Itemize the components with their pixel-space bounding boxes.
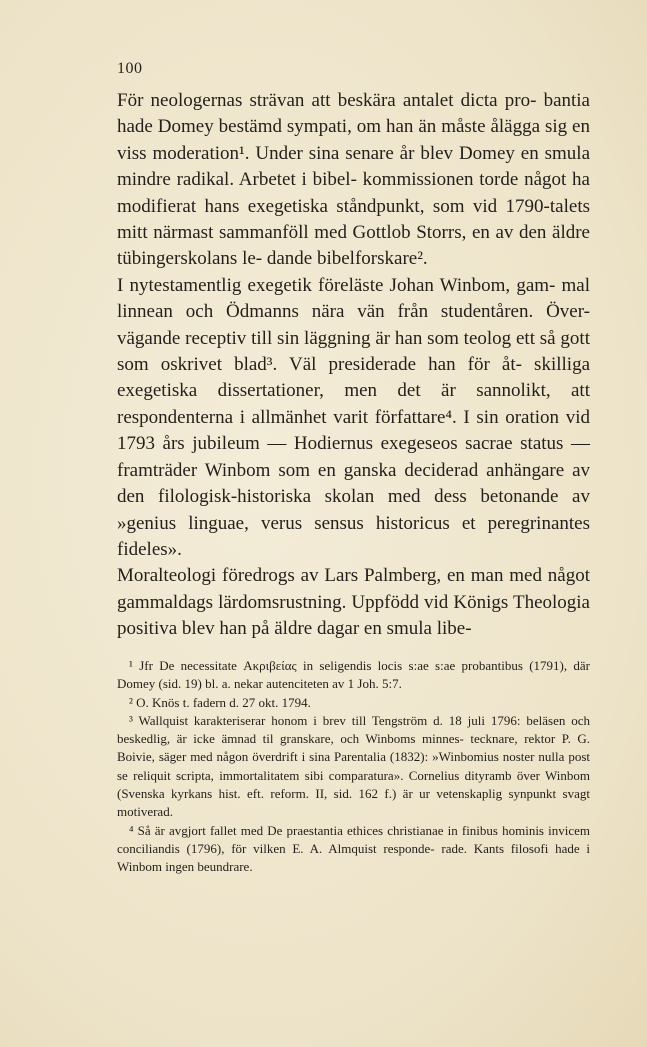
- main-text: [117, 88, 590, 643]
- footnotes: [117, 657, 590, 877]
- footnote-3: ³ Wallquist karakteriserar honom i brev till Tengström d. 18 juli 1796: beläsen och beskedlig, är icke ämnad til granskare, och Winboms minnes- tecknare, rektor P. G. Boivie, säger med någon överdrift i sina Parentalia (1832): »Winbomius noster nulla post se reliquit scripta, immortalitatem sibi comparatura». Cornelius dityramb över Winbom (Svenska kyrkans hist. eft. reform. II, sid. 162 f.) är ur vetenskaplig synpunkt svagt motiverad.: [117, 712, 590, 820]
- paragraph-palmberg: Moralteologi föredrogs av Lars Palmberg, en man med något gammaldags lärdomsrustning. Uppfödd vid Königs Theologia positiva blev han på äldre dagar en smula libe-: [117, 565, 590, 640]
- page-number: 100: [117, 60, 143, 77]
- footnote-1: ¹ Jfr De necessitate Ακριβείας in seligendis locis s:ae s:ae probantibus (1791), där Domey (sid. 19) bl. a. nekar autenciteten av 1 Joh. 5:7.: [117, 658, 590, 692]
- book-page: [117, 0, 590, 1047]
- paragraph-winbom: I nytestamentlig exegetik föreläste Johan Winbom, gam- mal linnean och Ödmanns nära vän från studentåren. Över- vägande receptiv till sin läggning är han som teolog ett så gott som oskrivet blad³. Väl presiderade han för åt- skilliga exegetiska dissertationer, men det är sannolikt, att respondenterna i allmänhet varit författare⁴. I sin oration vid 1793 års jubileum — Hodiernus exegeseos sacrae status — framträder Winbom som en ganska deciderad anhängare av den filologisk-historiska skolan med dess betonande av »genius linguae, verus sensus historicus et peregrinantes fideles».: [117, 274, 590, 560]
- footnote-2: ² O. Knös t. fadern d. 27 okt. 1794.: [129, 694, 311, 710]
- paragraph-neologists: För neologernas strävan att beskära antalet dicta pro- bantia hade Domey bestämd sympati, om han än måste ålägga sig en viss moderation¹. Under sina senare år blev Domey en smula mindre radikal. Arbetet i bibel- kommissionen torde något ha modifierat hans exegetiska ståndpunkt, som vid 1790-talets mitt närmast sammanföll med Gottlob Storrs, en av den äldre tübingerskolans le- dande bibelforskare².: [117, 90, 590, 270]
- footnote-4: ⁴ Så är avgjort fallet med De praestantia ethices christianae in finibus hominis invicem conciliandis (1796), för vilken E. A. Almquist responde- rade. Kants filosofi hade i Winbom ingen beundrare.: [117, 822, 590, 875]
